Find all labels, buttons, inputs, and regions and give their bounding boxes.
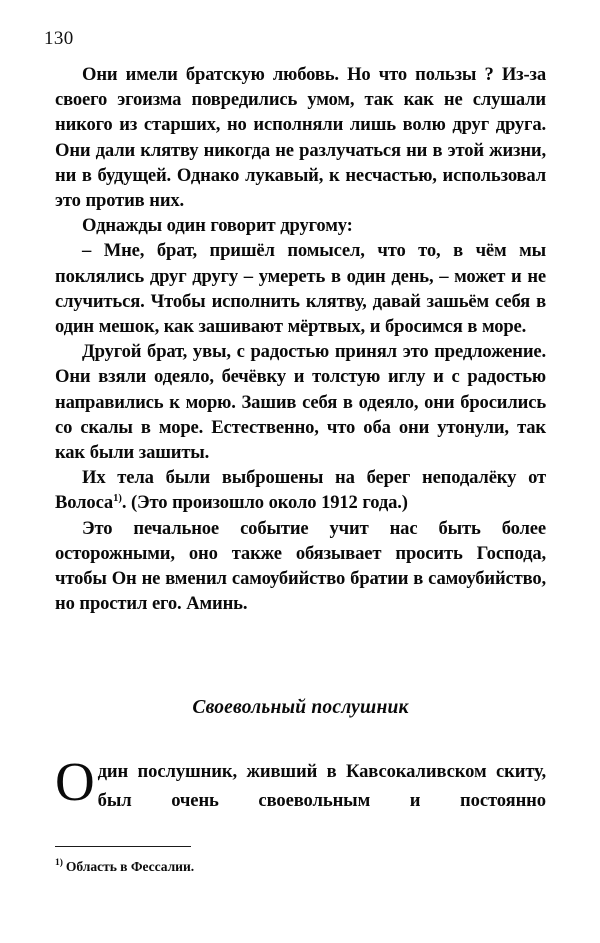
paragraph: Они имели братскую любовь. Но что пользы ? Из-за своего эгоизма повредились умом, так как не слушали никого из старших, но исполняли лишь волю друг друга. Они дали клятву никогда не разлучаться ни в этой жизни, ни в будущей. Однако лукавый, к несчастью, использовал это против них. <box>55 64 546 212</box>
paragraph-with-footnote-reference <box>55 465 546 515</box>
paragraph: Однажды один говорит другому: <box>82 215 353 237</box>
paragraph-text-after-reference: . (Это произошло около 1912 года.) <box>121 492 408 514</box>
footnote-text: Область в Фессалии. <box>65 859 195 874</box>
opening-paragraph-text <box>55 751 546 815</box>
paragraph: Другой брат, увы, с радостью принял это предложение. Они взяли одеяло, бечёвку и толстую иглу и с радостью направились к морю. Зашив себя в одеяло, они бросились со скалы в море. Естественно, что оба они утонули, так как были зашиты. <box>55 341 546 464</box>
section-opening-paragraph <box>55 751 546 815</box>
footnote-separator-rule <box>55 846 191 847</box>
opening-paragraph-body: дин послушник, живший в Кавсокаливском скиту, был очень своевольным и постоянно <box>97 761 546 811</box>
footnote <box>55 858 546 875</box>
paragraph: Это печальное событие учит нас быть более осторожными, оно также обязывает просить Господа, чтобы Он не вменил самоубийство братии в самоубийство, но простил его. Аминь. <box>55 517 546 615</box>
paragraph: – Мне, брат, пришёл помысел, что то, в чём мы поклялись друг другу – умереть в один день, – может и не случиться. Чтобы исполнить клятву, давай зашьём себя в один мешок, как зашивают мёртвых, и бросимся в море. <box>55 240 546 338</box>
drop-cap-letter: О <box>55 751 95 812</box>
footnote-reference-marker[interactable]: 1) <box>113 493 122 505</box>
body-text-column <box>55 62 546 616</box>
page-number: 130 <box>44 28 74 49</box>
footnote-marker: 1) <box>55 858 63 869</box>
paragraph-text-before-reference: Их тела были выброшены на берег неподалёку от Волоса <box>55 467 546 514</box>
section-heading: Своевольный послушник <box>192 697 409 718</box>
